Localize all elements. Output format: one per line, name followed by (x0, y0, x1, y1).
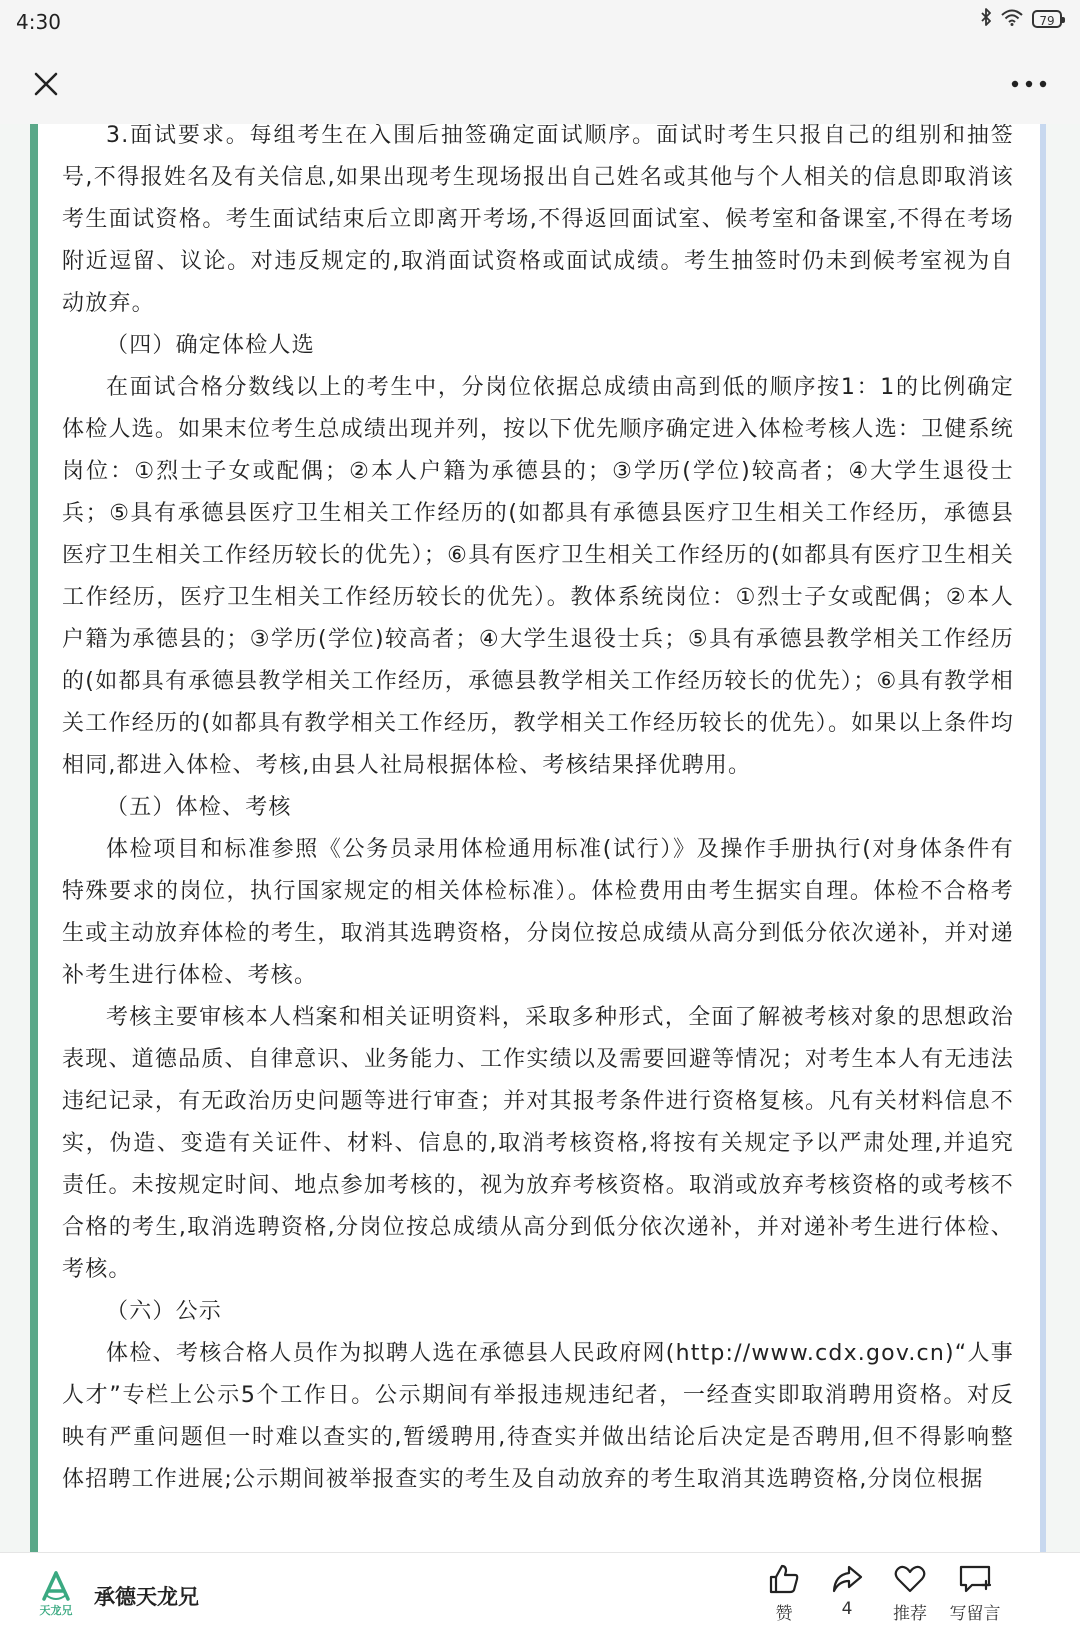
paragraph-physical-exam-standard: 体检项目和标准参照《公务员录用体检通用标准(试行）》及操作手册执行(对身体条件有特殊要求的岗位，执行国家规定的相关体检标准）。体检费用由考生据实自理。体检不合格考生或主动放弃体检的考生，取消其选聘资格，分岗位按总成绩从高分到低分依次递补，并对递补考生进行体检、考核。 (62, 837, 1014, 988)
bottom-bar (0, 1552, 1080, 1644)
heart-icon (875, 1563, 945, 1595)
share-count: 4 (841, 1599, 853, 1619)
share-button[interactable] (812, 1563, 882, 1619)
content-area[interactable] (0, 124, 1080, 1552)
brand-logo[interactable] (36, 1569, 76, 1617)
like-label: 赞 (775, 1604, 793, 1624)
thumbs-up-icon (749, 1563, 819, 1595)
comment-add-icon (940, 1563, 1010, 1595)
paragraph-publicity: 体检、考核合格人员作为拟聘人选在承德县人民政府网(http://www.cdx.gov.cn)“人事人才”专栏上公示5个工作日。公示期间有举报违规违纪者，一经查实即取消聘用资格。对反映有严重问题但一时难以查实的,暂缓聘用,待查实并做出结论后决定是否聘用,但不得影响整体招聘工作进展;公示期间被举报查实的考生及自动放弃的考生取消其选聘资格,分岗位根据 (62, 1341, 1014, 1492)
close-icon[interactable] (26, 64, 66, 104)
status-icons (980, 8, 1062, 30)
more-icon[interactable] (1004, 64, 1054, 104)
right-accent-stripe (1040, 124, 1046, 1552)
write-comment-button[interactable] (940, 1563, 1010, 1624)
top-bar (0, 44, 1080, 124)
heading-exam-assessment: （五）体检、考核 (106, 795, 292, 820)
heading-publicity: （六）公示 (106, 1299, 223, 1324)
account-name[interactable]: 承德天龙兄 (94, 1585, 199, 1609)
paragraph-interview-requirements: 3.面试要求。每组考生在入围后抽签确定面试顺序。面试时考生只报自己的组别和抽签号,不得报姓名及有关信息,如果出现考生现场报出自己姓名或其他与个人相关的信息即取消该考生面试资格。考生面试结束后立即离开考场,不得返回面试室、候考室和备课室,不得在考场附近逗留、议论。对违反规定的,取消面试资格或面试成绩。考生抽签时仍未到候考室视为自动放弃。 (62, 124, 1014, 316)
heading-physical-exam-selection: （四）确定体检人选 (106, 333, 315, 358)
recommend-label: 推荐 (893, 1604, 927, 1624)
brand-logo-text: 天龙兄 (39, 1604, 73, 1617)
article-text (38, 124, 1040, 1501)
left-accent-stripe (30, 124, 38, 1552)
write-comment-label: 写留言 (949, 1604, 1001, 1624)
status-time: 4:30 (16, 10, 61, 34)
status-bar (0, 0, 1080, 44)
paragraph-physical-exam-selection: 在面试合格分数线以上的考生中，分岗位依据总成绩由高到低的顺序按1：1的比例确定体检人选。如果末位考生总成绩出现并列，按以下优先顺序确定进入体检考核人选：卫健系统岗位：①烈士子女或配偶；②本人户籍为承德县的；③学历(学位)较高者；④大学生退役士兵；⑤具有承德县医疗卫生相关工作经历的(如都具有承德县医疗卫生相关工作经历，承德县医疗卫生相关工作经历较长的优先）；⑥具有医疗卫生相关工作经历的(如都具有医疗卫生相关工作经历，医疗卫生相关工作经历较长的优先）。教体系统岗位：①烈士子女或配偶；②本人户籍为承德县的；③学历(学位)较高者；④大学生退役士兵；⑤具有承德县教学相关工作经历的(如都具有承德县教学相关工作经历，承德县教学相关工作经历较长的优先）；⑥具有教学相关工作经历的(如都具有教学相关工作经历，教学相关工作经历较长的优先）。如果以上条件均相同,都进入体检、考核,由县人社局根据体检、考核结果择优聘用。 (62, 375, 1014, 778)
bluetooth-icon (980, 8, 992, 30)
wifi-icon (1000, 8, 1024, 30)
article-body (38, 124, 1040, 1552)
recommend-button[interactable] (875, 1563, 945, 1624)
like-button[interactable] (749, 1563, 819, 1624)
share-icon (812, 1563, 882, 1595)
paragraph-assessment-content: 考核主要审核本人档案和相关证明资料，采取多种形式，全面了解被考核对象的思想政治表现、道德品质、自律意识、业务能力、工作实绩以及需要回避等情况；对考生本人有无违法违纪记录，有无政治历史问题等进行审查；并对其报考条件进行资格复核。凡有关材料信息不实，伪造、变造有关证件、材料、信息的,取消考核资格,将按有关规定予以严肃处理,并追究责任。未按规定时间、地点参加考核的，视为放弃考核资格。取消或放弃考核资格的或考核不合格的考生,取消选聘资格,分岗位按总成绩从高分到低分依次递补，并对递补考生进行体检、考核。 (62, 1005, 1014, 1282)
battery-icon: 79 (1032, 10, 1062, 28)
